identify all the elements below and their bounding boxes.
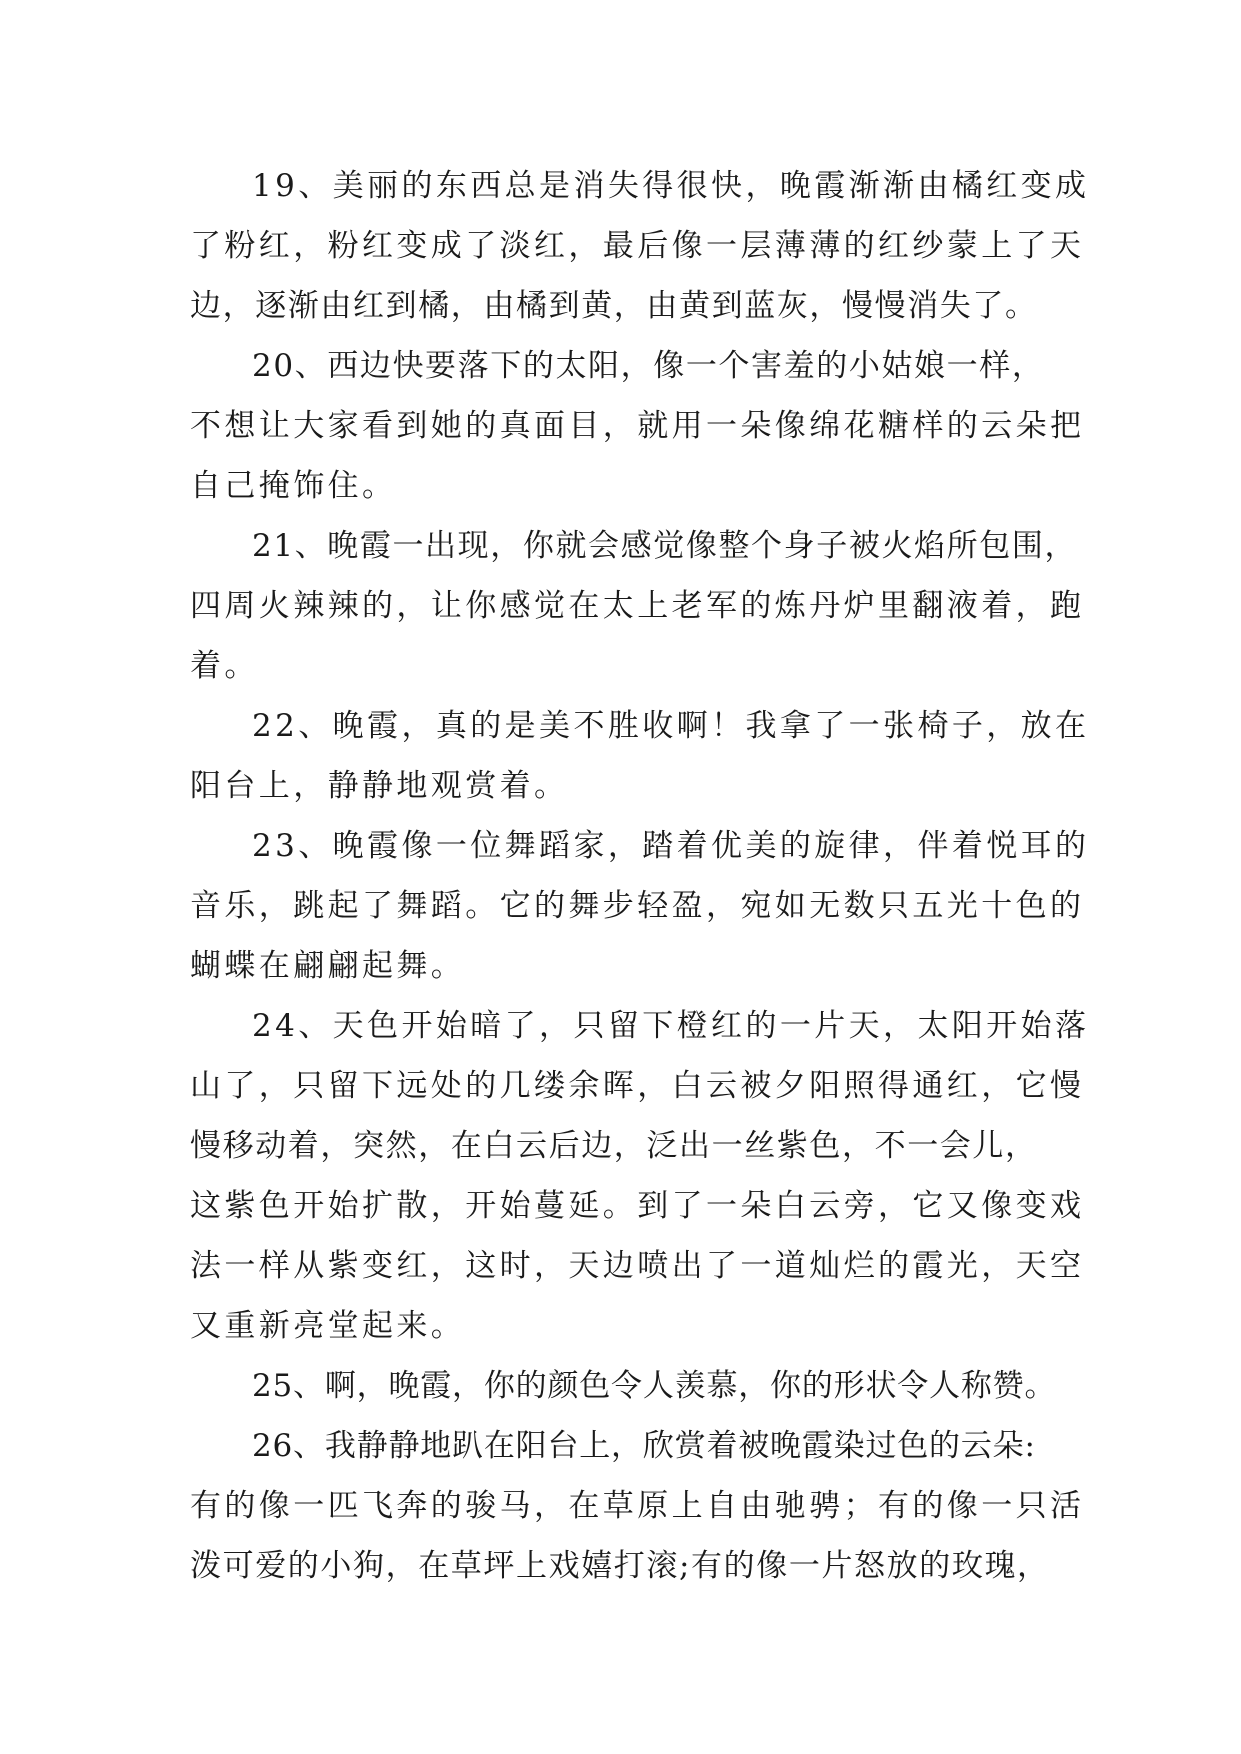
paragraph-line: 不想让大家看到她的真面目，就用一朵像绵花糖样的云朵把: [190, 408, 1085, 444]
paragraph-line: 23、晚霞像一位舞蹈家，踏着优美的旋律，伴着悦耳的: [252, 828, 1090, 864]
paragraph-line: 24、天色开始暗了，只留下橙红的一片天，太阳开始落: [252, 1008, 1090, 1044]
paragraph-line: 25、啊，晚霞，你的颜色令人羡慕，你的形状令人称赞。: [252, 1368, 1057, 1404]
paragraph-line: 泼可爱的小狗，在草坪上戏嬉打滚;有的像一片怒放的玫瑰，: [190, 1548, 1050, 1584]
paragraph-line: 20、西边快要落下的太阳，像一个害羞的小姑娘一样，: [252, 348, 1045, 384]
paragraph-21: [190, 516, 1085, 696]
paragraph-line: 21、晚霞一出现，你就会感觉像整个身子被火焰所包围，: [252, 528, 1078, 564]
paragraph-line: 着。: [190, 648, 259, 684]
paragraph-line: 19、美丽的东西总是消失得很快，晚霞渐渐由橘红变成: [252, 168, 1090, 204]
paragraph-22: [190, 696, 1090, 816]
paragraph-line: 法一样从紫变红，这时，天边喷出了一道灿烂的霞光，天空: [190, 1248, 1085, 1284]
paragraph-20: [190, 336, 1085, 516]
paragraph-26: [190, 1416, 1085, 1596]
paragraph-line: 四周火辣辣的，让你感觉在太上老军的炼丹炉里翻液着，跑: [190, 588, 1085, 624]
paragraph-line: 26、我静静地趴在阳台上，欣赏着被晚霞染过色的云朵:: [252, 1428, 1036, 1464]
paragraph-line: 阳台上，静静地观赏着。: [190, 768, 569, 804]
paragraph-line: 自己掩饰住。: [190, 468, 397, 504]
paragraph-line: 了粉红，粉红变成了淡红，最后像一层薄薄的红纱蒙上了天: [190, 228, 1085, 264]
paragraph-line: 山了，只留下远处的几缕余晖，白云被夕阳照得通红，它慢: [190, 1068, 1085, 1104]
paragraph-line: 蝴蝶在翩翩起舞。: [190, 948, 466, 984]
paragraph-line: 又重新亮堂起来。: [190, 1308, 466, 1344]
paragraph-line: 慢移动着，突然，在白云后边，泛出一丝紫色，不一会儿，: [190, 1128, 1038, 1164]
paragraph-23: [190, 816, 1090, 996]
paragraph-line: 这紫色开始扩散，开始蔓延。到了一朵白云旁，它又像变戏: [190, 1188, 1085, 1224]
paragraph-25: [190, 1356, 1060, 1416]
paragraph-line: 边，逐渐由红到橘，由橘到黄，由黄到蓝灰，慢慢消失了。: [190, 288, 1038, 324]
paragraph-19: [190, 156, 1090, 336]
paragraph-line: 22、晚霞，真的是美不胜收啊！我拿了一张椅子，放在: [252, 708, 1090, 744]
document-body: [190, 156, 1090, 1596]
paragraph-24: [190, 996, 1090, 1356]
paragraph-line: 音乐，跳起了舞蹈。它的舞步轻盈，宛如无数只五光十色的: [190, 888, 1085, 924]
paragraph-line: 有的像一匹飞奔的骏马，在草原上自由驰骋；有的像一只活: [190, 1488, 1085, 1524]
